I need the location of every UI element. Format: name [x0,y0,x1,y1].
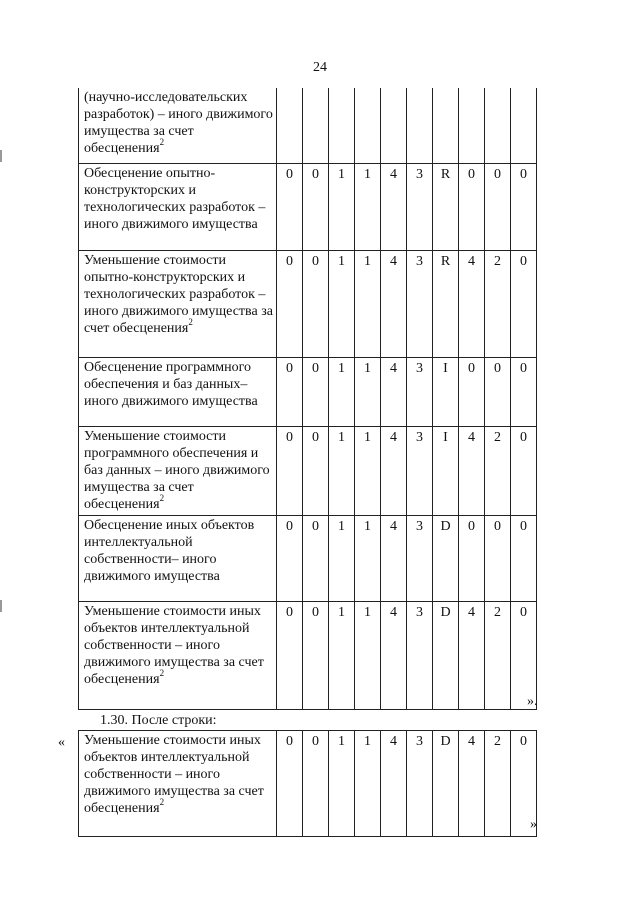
row-label [79,515,277,601]
code-digit-cell: I [433,357,459,426]
code-digit-cell: 0 [277,731,303,837]
code-digit-cell [407,88,433,163]
table-row [79,515,537,601]
code-digit-cell [303,88,329,163]
code-digit-cell: 0 [277,357,303,426]
code-digit-cell: 1 [329,357,355,426]
row-label-text: Уменьшение стоимости иных объектов интеллектуальной собственности – иного движимого имущества за счет обесценения [84,733,264,816]
code-digit-cell: 3 [407,426,433,515]
table-row [79,601,537,709]
code-digit-cell: D [433,515,459,601]
code-digit-cell: I [433,426,459,515]
closing-quote-mark-2: » [530,817,537,832]
code-digit-cell [381,88,407,163]
code-digit-cell: 3 [407,601,433,709]
row-label [79,426,277,515]
code-digit-cell [511,88,537,163]
row-label-text: Обесценение опытно-конструкторских и технологических разработок – иного движимого имущества [84,165,266,232]
code-digit-cell: 4 [381,515,407,601]
code-digit-cell: 3 [407,515,433,601]
code-digit-cell: 4 [381,601,407,709]
code-digit-cell: R [433,163,459,250]
code-digit-cell: 1 [355,163,381,250]
code-digit-cell: 0 [459,357,485,426]
code-digit-cell: 1 [329,250,355,357]
code-digit-cell: 0 [511,426,537,515]
code-digit-cell: 0 [277,250,303,357]
footnote-marker: 2 [159,667,165,678]
row-label-text: Уменьшение стоимости программного обеспечения и баз данных – иного движимого имущества за счет обесценения [84,428,270,512]
code-digit-cell: 0 [277,426,303,515]
inserted-row-table [78,730,537,837]
code-digit-cell: 0 [303,357,329,426]
row-label-text: Обесценение иных объектов интеллектуальной собственности– иного движимого имущества [84,517,255,584]
code-digit-cell: 0 [511,731,537,837]
code-digit-cell: 0 [277,163,303,250]
code-digit-cell: R [433,250,459,357]
code-digit-cell: 4 [381,163,407,250]
code-digit-cell: 0 [303,515,329,601]
code-digit-cell: 0 [459,163,485,250]
code-digit-cell: 0 [485,515,511,601]
page-number: 24 [313,60,327,75]
code-digit-cell: 0 [303,426,329,515]
code-digit-cell: 3 [407,250,433,357]
code-digit-cell: 1 [355,601,381,709]
code-digit-cell: 0 [511,250,537,357]
code-digit-cell: 0 [485,357,511,426]
code-digit-cell: 0 [511,601,537,709]
code-digit-cell: D [433,731,459,837]
code-digit-cell: 2 [485,601,511,709]
code-digit-cell: 1 [355,515,381,601]
code-digit-cell: 1 [355,731,381,837]
code-digit-cell: 4 [381,250,407,357]
table-row [79,426,537,515]
opening-quote-mark: « [58,735,65,750]
code-digit-cell: 1 [329,601,355,709]
row-label-text: (научно-исследовательских разработок) – иного движимого имущества за счет обесценения [84,90,273,156]
code-digit-cell: 4 [381,426,407,515]
code-digit-cell: 0 [303,731,329,837]
code-digit-cell: 1 [329,163,355,250]
table-row [79,731,537,837]
code-digit-cell: 3 [407,163,433,250]
code-digit-cell: 2 [485,426,511,515]
row-label-text: Уменьшение стоимости иных объектов интеллектуальной собственности – иного движимого имущества за счет обесценения [84,603,264,687]
code-digit-cell [355,88,381,163]
code-digit-cell: 2 [485,731,511,837]
code-digit-cell: 0 [303,250,329,357]
code-digit-cell: 4 [459,731,485,837]
code-digit-cell: 0 [277,601,303,709]
row-label [79,250,277,357]
code-digit-cell: 3 [407,357,433,426]
margin-mark [0,150,2,162]
footnote-marker: 2 [159,137,165,148]
table-row [79,357,537,426]
code-table [78,88,537,710]
row-label [79,357,277,426]
code-digit-cell: 0 [459,515,485,601]
code-digit-cell: D [433,601,459,709]
code-digit-cell: 0 [277,515,303,601]
row-label [79,88,277,163]
code-digit-cell: 1 [329,426,355,515]
code-digit-cell: 1 [329,731,355,837]
row-label [79,163,277,250]
code-digit-cell: 4 [381,357,407,426]
code-digit-cell: 4 [459,250,485,357]
code-digit-cell: 1 [355,426,381,515]
footnote-marker: 2 [188,316,193,327]
table-row [79,88,537,163]
table-row [79,163,537,250]
closing-quote-mark: ». [527,694,538,709]
row-label-text: Обесценение программного обеспечения и баз данных– иного движимого имущества [84,359,258,409]
code-digit-cell: 1 [355,357,381,426]
code-digit-cell: 2 [485,250,511,357]
table-row [79,250,537,357]
row-label [79,731,277,837]
code-digit-cell [277,88,303,163]
code-digit-cell: 4 [381,731,407,837]
code-digit-cell [459,88,485,163]
code-digit-cell: 0 [511,515,537,601]
code-digit-cell: 1 [329,515,355,601]
margin-mark [0,600,2,612]
code-digit-cell: 0 [303,601,329,709]
code-digit-cell: 0 [303,163,329,250]
instruction-note: 1.30. После строки: [100,713,217,728]
code-digit-cell [329,88,355,163]
code-digit-cell: 4 [459,426,485,515]
footnote-marker: 2 [159,797,165,808]
row-label-text: Уменьшение стоимости опытно-конструкторских и технологических разработок – иного движимого имущества за счет обесценения [84,252,273,336]
code-digit-cell [485,88,511,163]
code-digit-cell: 0 [511,163,537,250]
code-digit-cell: 4 [459,601,485,709]
code-digit-cell: 1 [355,250,381,357]
code-digit-cell [433,88,459,163]
code-digit-cell: 0 [485,163,511,250]
code-digit-cell: 0 [511,357,537,426]
code-digit-cell: 3 [407,731,433,837]
row-label [79,601,277,709]
footnote-marker: 2 [159,492,165,503]
